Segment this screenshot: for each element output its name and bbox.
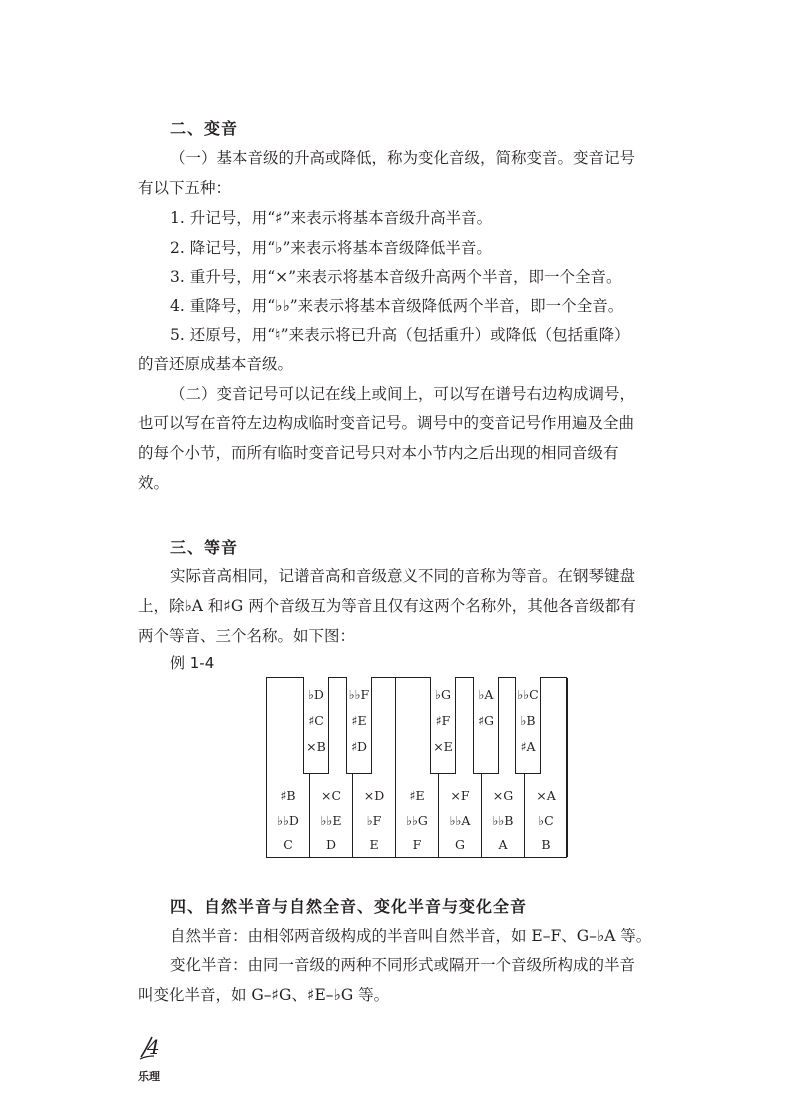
key-label: E xyxy=(369,837,379,852)
list-item: 4. 重降号，用“♭♭”来表示将基本音级降低两个半音，即一个全音。 xyxy=(170,297,624,315)
key-label: ×D xyxy=(363,788,385,803)
section-heading-2: 二、变音 xyxy=(170,119,239,138)
paragraph-line: 叫变化半音，如 G–♯G、♯E–♭G 等。 xyxy=(138,986,390,1004)
key-label: ♭G xyxy=(435,687,451,702)
key-label: ♭♭C xyxy=(517,687,539,702)
key-label: ♯C xyxy=(308,713,324,728)
key-label: A xyxy=(498,837,508,852)
section-heading-3: 三、等音 xyxy=(170,538,239,557)
key-label: ×B xyxy=(306,739,326,754)
list-item: 2. 降记号，用“♭”来表示将基本音级降低半音。 xyxy=(170,239,492,257)
paragraph-line: 也可以写在音符左边构成临时变音记号。调号中的变音记号作用遍及全曲 xyxy=(138,414,635,432)
key-label: ×A xyxy=(536,788,556,803)
key-label: ♯A xyxy=(520,739,536,754)
key-label: ♭♭F xyxy=(348,687,370,702)
paragraph-line: 上，除♭A 和♯G 两个音级互为等音且仅有这两个名称外，其他各音级都有 xyxy=(138,597,636,615)
key-label: B xyxy=(541,837,551,852)
page-number-icon xyxy=(138,1035,158,1061)
paragraph-line: 两个等音、三个名称。如下图： xyxy=(138,627,356,645)
key-label: ♯E xyxy=(351,713,367,728)
example-label: 例 1-4 xyxy=(170,654,215,672)
paragraph-line: 自然半音：由相邻两音级构成的半音叫自然半音，如 E–F、G–♭A 等。 xyxy=(170,927,652,945)
key-label: ♭F xyxy=(366,813,382,828)
list-item: 3. 重升号，用“×”来表示将基本音级升高两个半音，即一个全音。 xyxy=(170,268,622,286)
key-label: ♭♭D xyxy=(277,813,299,828)
section-heading-4: 四、自然半音与自然全音、变化半音与变化全音 xyxy=(170,897,528,916)
key-label: ♭♭G xyxy=(406,813,428,828)
key-label: ♭♭B xyxy=(492,813,514,828)
list-item: 1. 升记号，用“♯”来表示将基本音级升高半音。 xyxy=(170,209,493,227)
key-label: ♭C xyxy=(538,813,554,828)
key-label: ×G xyxy=(492,788,514,803)
paragraph-line: 实际音高相同，记谱音高和音级意义不同的音称为等音。在钢琴键盘 xyxy=(170,567,636,585)
piano-keyboard-figure xyxy=(266,677,567,858)
key-label: ♯D xyxy=(350,739,368,754)
key-label: ♭♭A xyxy=(449,813,471,828)
black-key-ga xyxy=(473,677,499,774)
key-label: D xyxy=(325,837,337,852)
key-label: ×E xyxy=(433,739,453,754)
paragraph-line: （二）变音记号可以记在线上或间上，可以写在谱号右边构成调号， xyxy=(170,385,636,403)
black-key-de xyxy=(346,677,372,774)
key-label: C xyxy=(283,837,293,852)
paragraph-line: 变化半音：由同一音级的两种不同形式或隔开一个音级所构成的半音 xyxy=(170,956,636,974)
black-key-cd xyxy=(303,677,329,774)
key-label: ×F xyxy=(450,788,470,803)
paragraph-line: 的音还原成基本音级。 xyxy=(138,355,294,373)
paragraph-line: 有以下五种： xyxy=(138,179,232,197)
key-label: ♭B xyxy=(520,713,536,728)
black-key-fg xyxy=(430,677,456,774)
black-key-ab xyxy=(515,677,541,774)
key-label: ♭A xyxy=(478,687,494,702)
key-label: ♯B xyxy=(280,788,296,803)
key-label: ♯G xyxy=(477,713,495,728)
key-label: ♯F xyxy=(435,713,451,728)
paragraph-line: 效。 xyxy=(138,474,170,492)
book-title: 乐理 xyxy=(138,1070,160,1083)
paragraph-line: 的每个小节，而所有临时变音记号只对本小节内之后出现的相同音级有 xyxy=(138,444,619,462)
key-label: ×C xyxy=(320,788,342,803)
key-label: F xyxy=(412,837,422,852)
key-label: ♭D xyxy=(308,687,324,702)
paragraph-line: （一）基本音级的升高或降低，称为变化音级，简称变音。变音记号 xyxy=(170,149,636,167)
key-label: ♭♭E xyxy=(320,813,342,828)
key-label: G xyxy=(455,837,465,852)
list-item: 5. 还原号，用“♮”来表示将已升高（包括重升）或降低（包括重降） xyxy=(170,326,630,344)
page-number: 4 xyxy=(147,1035,160,1059)
key-label: ♯E xyxy=(409,788,425,803)
